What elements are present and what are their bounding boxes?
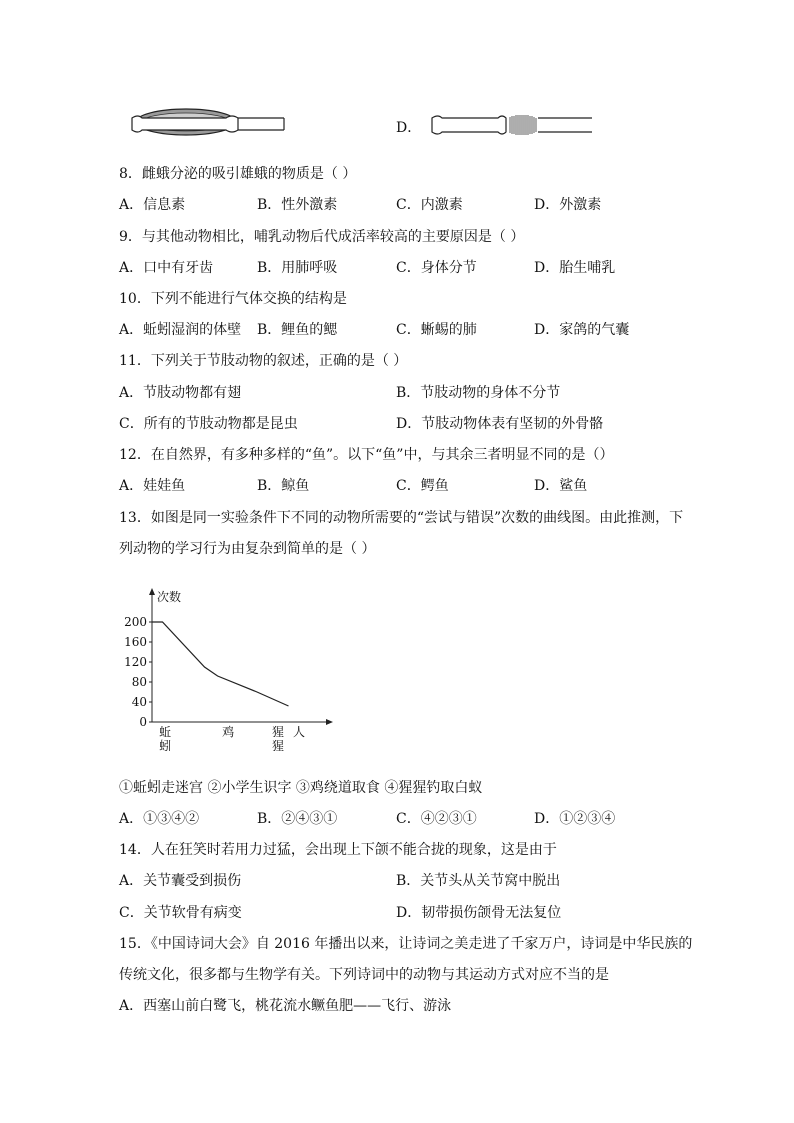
y-tick-label: 40 bbox=[131, 695, 147, 709]
q13-learning-curve-chart bbox=[118, 582, 338, 757]
q10-option-b: B．鲤鱼的鳃 bbox=[257, 322, 338, 338]
q9-option-d: D．胎生哺乳 bbox=[534, 260, 616, 276]
q13-option-b: B．②④③① bbox=[257, 811, 338, 827]
q12-option-b: B．鲸鱼 bbox=[257, 478, 310, 494]
y-tick-label: 200 bbox=[124, 615, 147, 629]
q14-option-d: D．韧带损伤颌骨无法复位 bbox=[396, 905, 562, 921]
q15-option-a: A．西塞山前白鹭飞，桃花流水鳜鱼肥——飞行、游泳 bbox=[119, 998, 452, 1014]
q11-option-a: A．节肢动物都有翅 bbox=[119, 385, 242, 401]
q12-option-d: D．鲨鱼 bbox=[534, 478, 588, 494]
q8-option-c: C．内激素 bbox=[396, 197, 463, 213]
q13-items: ①蚯蚓走迷宫 ②小学生识字 ③鸡绕道取食 ④猩猩钓取白蚁 bbox=[119, 780, 483, 796]
q9-stem: 9．与其他动物相比，哺乳动物后代成活率较高的主要原因是（ ） bbox=[119, 229, 525, 245]
y-tick-label: 80 bbox=[131, 675, 147, 689]
q10-option-d: D．家鸽的气囊 bbox=[534, 322, 630, 338]
q7-option-d-label: D． bbox=[396, 120, 422, 136]
y-axis-label: 次数 bbox=[157, 590, 182, 604]
q10-stem: 10．下列不能进行气体交换的结构是 bbox=[119, 291, 347, 307]
q13-option-c: C．④②③① bbox=[396, 811, 477, 827]
q8-option-b: B．性外激素 bbox=[257, 197, 338, 213]
q10-option-c: C．蜥蜴的肺 bbox=[396, 322, 477, 338]
q15-stem-line2: 传统文化，很多都与生物学有关。下列诗词中的动物与其运动方式对应不当的是 bbox=[119, 967, 609, 983]
q14-option-c: C．关节软骨有病变 bbox=[119, 905, 242, 921]
q14-option-b: B．关节头从关节窝中脱出 bbox=[396, 873, 561, 889]
q12-option-a: A．娃娃鱼 bbox=[119, 478, 186, 494]
q13-option-a: A．①③④② bbox=[119, 811, 200, 827]
q12-option-c: C．鳄鱼 bbox=[396, 478, 449, 494]
q8-option-a: A．信息素 bbox=[119, 197, 186, 213]
q14-stem: 14．人在狂笑时若用力过猛，会出现上下颌不能合拢的现象，这是由于 bbox=[119, 842, 557, 858]
q11-option-c: C．所有的节肢动物都是昆虫 bbox=[119, 416, 298, 432]
q11-stem: 11．下列关于节肢动物的叙述，正确的是（ ） bbox=[119, 353, 408, 369]
x-category-label: 人 bbox=[292, 725, 306, 739]
x-category-label: 鸡 bbox=[222, 725, 235, 739]
q10-option-a: A．蚯蚓湿润的体壁 bbox=[119, 322, 242, 338]
q8-option-d: D．外激素 bbox=[534, 197, 602, 213]
y-tick-label: 0 bbox=[139, 715, 147, 729]
y-tick-label: 160 bbox=[124, 635, 147, 649]
q13-stem-line2: 列动物的学习行为由复杂到简单的是（ ） bbox=[119, 541, 376, 557]
y-tick-label: 120 bbox=[124, 655, 147, 669]
q8-stem: 8．雌蛾分泌的吸引雄蛾的物质是（ ） bbox=[119, 166, 357, 182]
q15-stem-line1: 15．《中国诗词大会》自 2016 年播出以来，让诗词之美走进了千家万户，诗词是中华民族的 bbox=[119, 936, 693, 952]
x-axis-arrow bbox=[326, 719, 333, 725]
joint-figure-d bbox=[430, 110, 594, 140]
q13-stem-line1: 13．如图是同一实验条件下不同的动物所需要的“尝试与错误”次数的曲线图。由此推测，下 bbox=[119, 510, 684, 526]
y-axis-arrow bbox=[149, 588, 155, 595]
q11-option-d: D．节肢动物体表有坚韧的外骨骼 bbox=[396, 416, 604, 432]
q9-option-c: C．身体分节 bbox=[396, 260, 477, 276]
x-category-label: 蚯蚓 bbox=[159, 725, 172, 753]
q11-option-b: B．节肢动物的身体不分节 bbox=[396, 385, 561, 401]
learning-curve-line bbox=[152, 622, 289, 706]
x-category-label: 猩猩 bbox=[271, 725, 285, 753]
q12-stem: 12．在自然界，有多种多样的“鱼”。以下“鱼”中，与其余三者明显不同的是（） bbox=[119, 447, 614, 463]
joint-figure-c bbox=[128, 100, 288, 144]
q14-option-a: A．关节囊受到损伤 bbox=[119, 873, 242, 889]
q9-option-b: B．用肺呼吸 bbox=[257, 260, 338, 276]
q13-option-d: D．①②③④ bbox=[534, 811, 616, 827]
q9-option-a: A．口中有牙齿 bbox=[119, 260, 214, 276]
